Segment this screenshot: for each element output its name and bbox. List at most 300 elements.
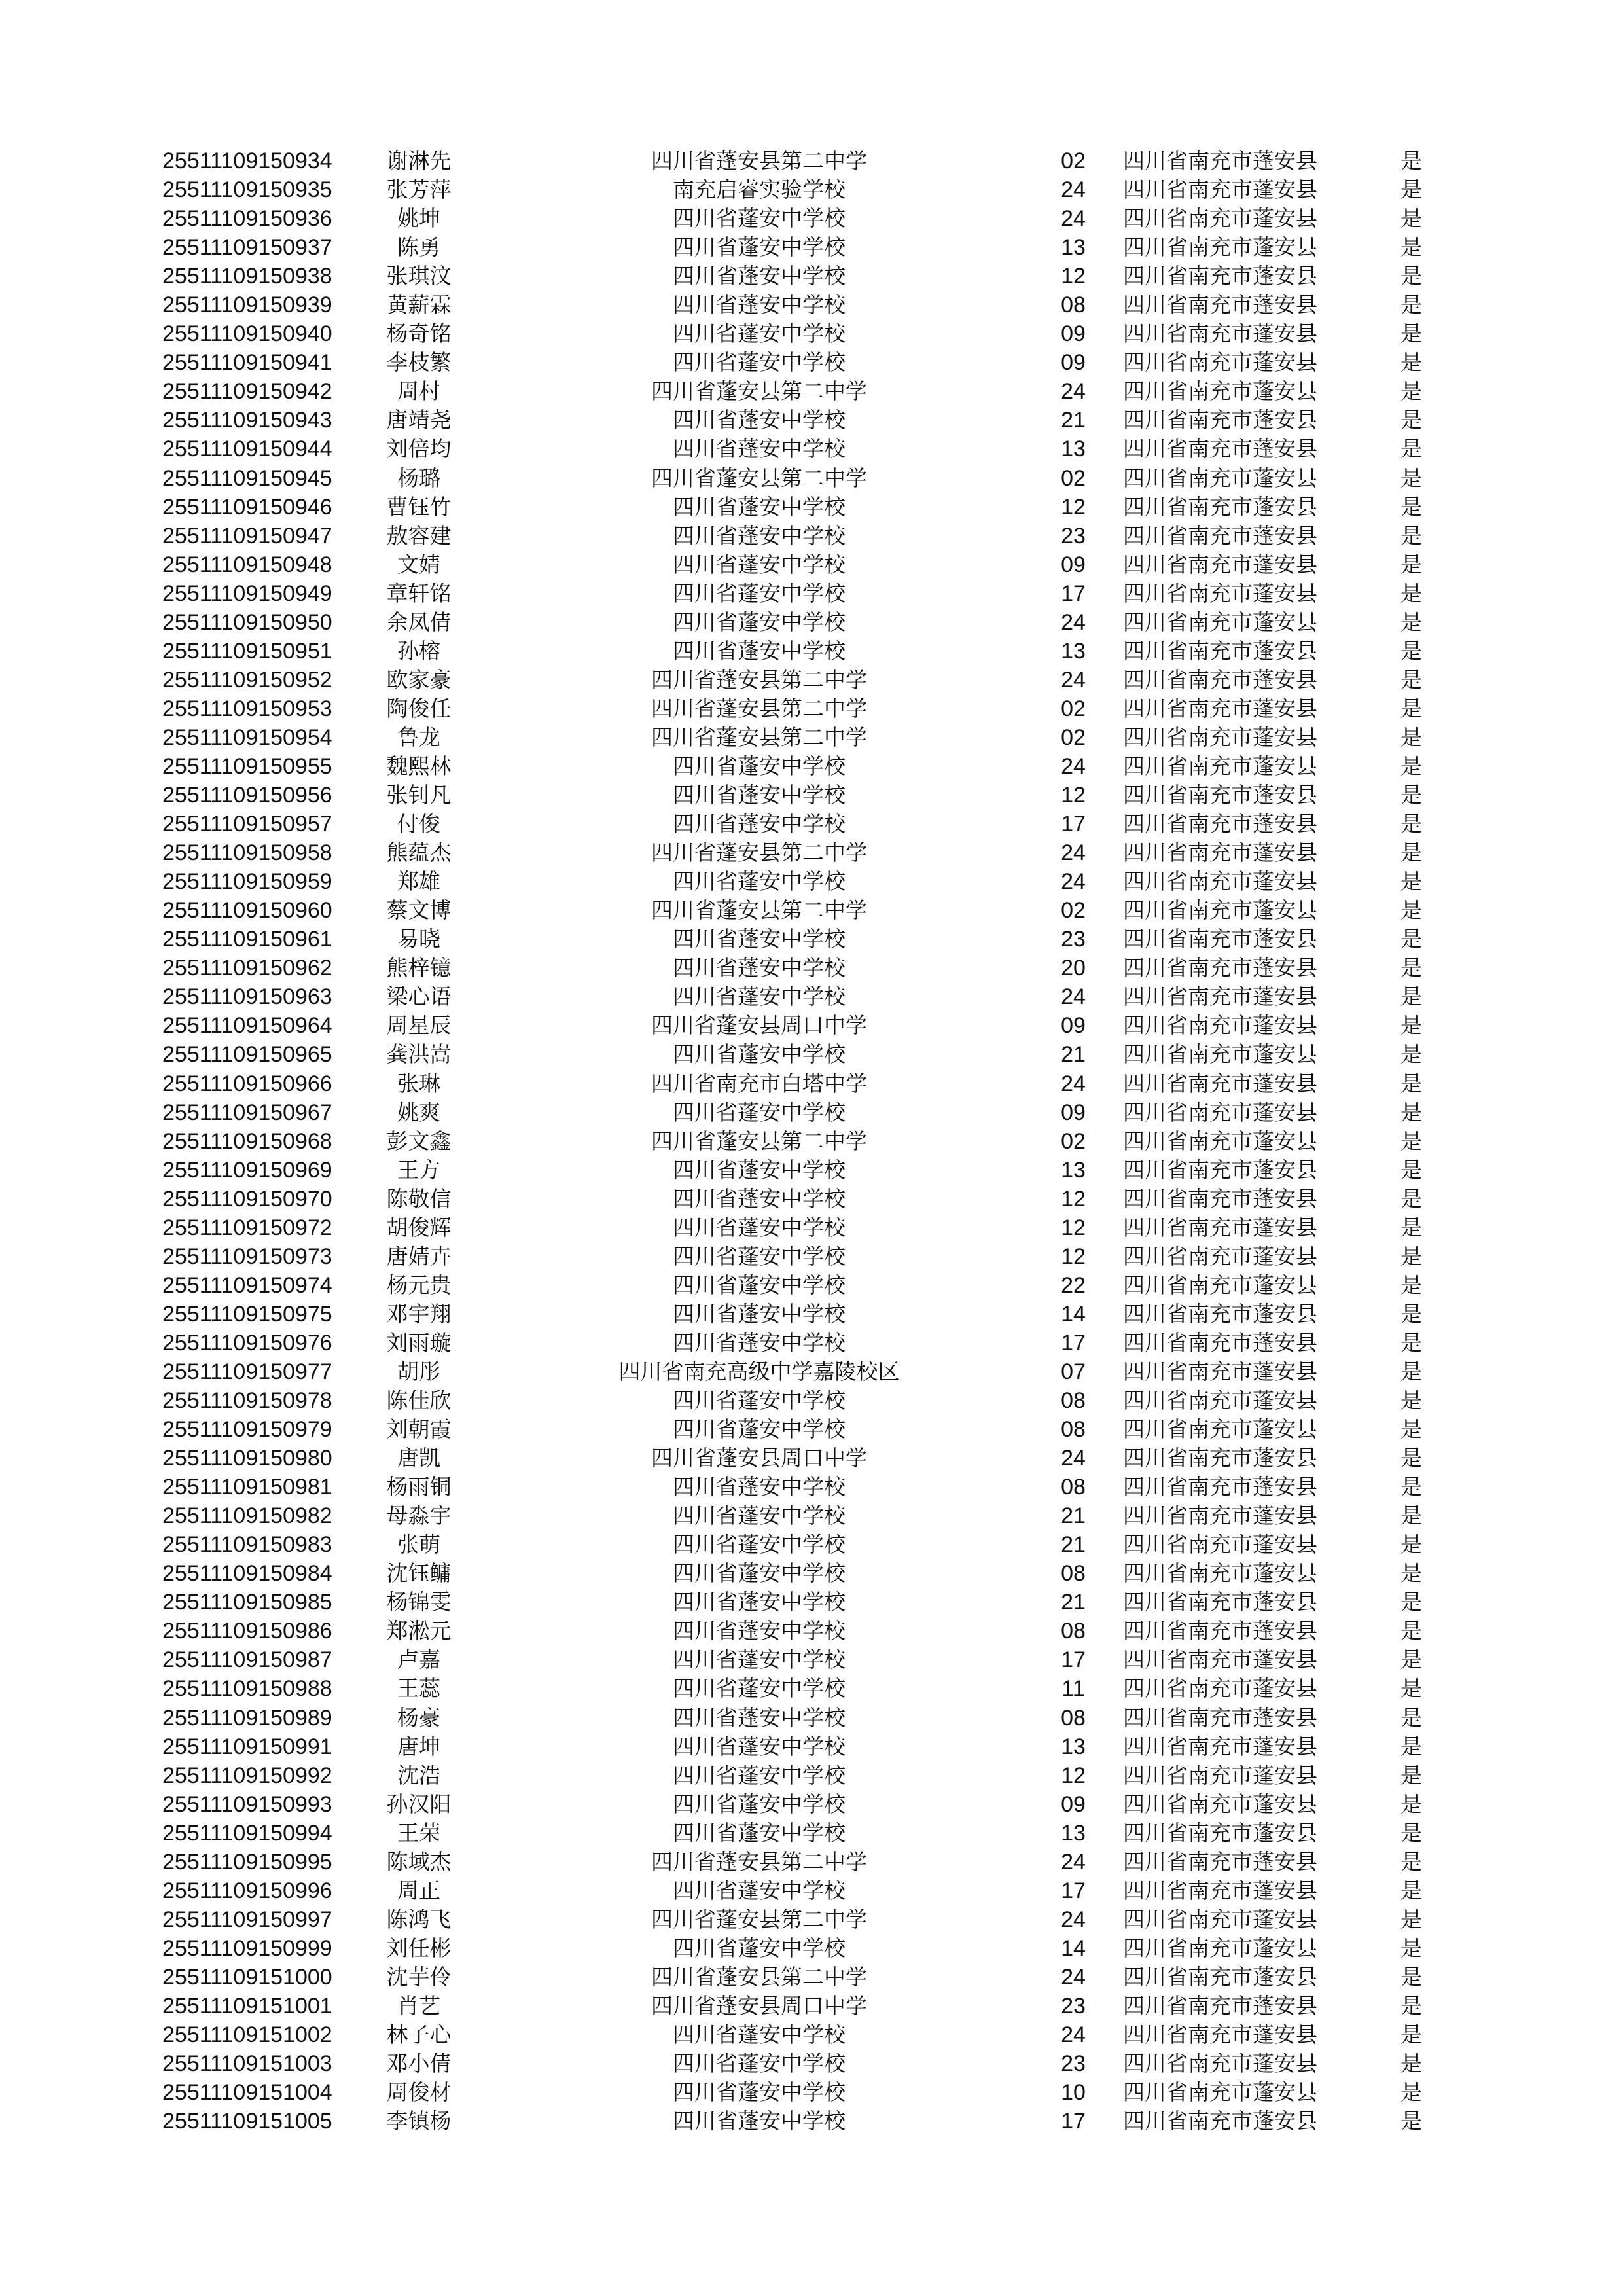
region-cell: 四川省南充市蓬安县: [1123, 321, 1317, 347]
school-cell: 四川省蓬安中学校: [673, 1589, 846, 1615]
student-name-cell: 唐靖尧: [386, 407, 452, 433]
flag-cell: 是: [1400, 436, 1422, 462]
table-row: [0, 1617, 1623, 1645]
student-id-cell: 25511109150981: [162, 1475, 332, 1500]
region-cell: 四川省南充市蓬安县: [1123, 1388, 1317, 1414]
code-cell: 13: [1061, 235, 1086, 260]
code-cell: 24: [1061, 840, 1086, 866]
student-id-cell: 25511109151001: [162, 1994, 332, 2018]
region-cell: 四川省南充市蓬安县: [1123, 1358, 1317, 1384]
code-cell: 13: [1061, 638, 1086, 664]
table-row: [0, 1444, 1623, 1473]
school-cell: 四川省蓬安县周口中学: [651, 1993, 867, 2018]
region-cell: 四川省南充市蓬安县: [1123, 292, 1317, 318]
student-name-cell: 姚坤: [397, 206, 440, 232]
code-cell: 02: [1061, 898, 1086, 924]
flag-cell: 是: [1400, 984, 1422, 1010]
region-cell: 四川省南充市蓬安县: [1123, 206, 1317, 232]
school-cell: 四川省蓬安中学校: [673, 206, 846, 232]
table-row: [0, 666, 1623, 694]
student-name-cell: 陈敬信: [386, 1185, 452, 1211]
school-cell: 四川省蓬安中学校: [673, 350, 846, 376]
student-id-cell: 25511109150967: [162, 1100, 332, 1125]
code-cell: 24: [1061, 177, 1086, 203]
flag-cell: 是: [1400, 1474, 1422, 1500]
flag-cell: 是: [1400, 1906, 1422, 1932]
table-row: [0, 1530, 1623, 1559]
code-cell: 09: [1061, 1100, 1086, 1125]
student-id-cell: 25511109150994: [162, 1820, 332, 1846]
school-cell: 四川省蓬安中学校: [673, 1041, 846, 1067]
student-name-cell: 谢淋先: [386, 148, 452, 173]
flag-cell: 是: [1400, 350, 1422, 376]
student-id-cell: 25511109150959: [162, 869, 332, 895]
school-cell: 四川省蓬安中学校: [673, 1532, 846, 1558]
code-cell: 08: [1061, 1475, 1086, 1500]
flag-cell: 是: [1400, 695, 1422, 721]
school-cell: 四川省蓬安中学校: [673, 1733, 846, 1759]
flag-cell: 是: [1400, 840, 1422, 866]
code-cell: 09: [1061, 1013, 1086, 1039]
school-cell: 四川省蓬安中学校: [673, 2108, 846, 2134]
table-row: [0, 147, 1623, 175]
flag-cell: 是: [1400, 493, 1422, 520]
table-row: [0, 204, 1623, 233]
student-name-cell: 陈勇: [397, 234, 440, 260]
student-name-cell: 沈钰鳙: [386, 1560, 452, 1587]
region-cell: 四川省南充市蓬安县: [1123, 1013, 1317, 1039]
student-name-cell: 刘朝霞: [386, 1416, 452, 1443]
code-cell: 13: [1061, 437, 1086, 462]
school-cell: 四川省蓬安中学校: [673, 984, 846, 1010]
student-name-cell: 周村: [397, 378, 440, 404]
flag-cell: 是: [1400, 148, 1422, 173]
school-cell: 四川省蓬安县周口中学: [651, 1013, 867, 1039]
student-id-cell: 25511109150961: [162, 927, 332, 952]
region-cell: 四川省南充市蓬安县: [1123, 465, 1317, 491]
student-id-cell: 25511109150938: [162, 264, 332, 289]
code-cell: 24: [1061, 206, 1086, 232]
table-row: [0, 694, 1623, 723]
region-cell: 四川省南充市蓬安县: [1123, 1503, 1317, 1529]
school-cell: 四川省蓬安中学校: [673, 1214, 846, 1240]
school-cell: 四川省蓬安中学校: [673, 551, 846, 577]
region-cell: 四川省南充市蓬安县: [1123, 753, 1317, 779]
region-cell: 四川省南充市蓬安县: [1123, 1128, 1317, 1154]
table-row: [0, 1213, 1623, 1242]
code-cell: 09: [1061, 350, 1086, 376]
student-id-cell: 25511109150972: [162, 1215, 332, 1240]
school-cell: 四川省蓬安中学校: [673, 1704, 846, 1731]
table-row: [0, 2049, 1623, 2078]
student-name-cell: 陈佳欣: [386, 1388, 452, 1414]
student-name-cell: 欧家豪: [386, 666, 452, 692]
table-row: [0, 2107, 1623, 2136]
flag-cell: 是: [1400, 1503, 1422, 1529]
code-cell: 17: [1061, 1330, 1086, 1355]
region-cell: 四川省南充市蓬安县: [1123, 1474, 1317, 1500]
table-row: [0, 1819, 1623, 1848]
student-name-cell: 李镇杨: [386, 2108, 452, 2134]
flag-cell: 是: [1400, 321, 1422, 347]
code-cell: 23: [1061, 927, 1086, 952]
flag-cell: 是: [1400, 1589, 1422, 1615]
student-id-cell: 25511109150995: [162, 1849, 332, 1874]
code-cell: 21: [1061, 408, 1086, 433]
region-cell: 四川省南充市蓬安县: [1123, 1733, 1317, 1759]
region-cell: 四川省南充市蓬安县: [1123, 2051, 1317, 2077]
student-id-cell: 25511109150996: [162, 1878, 332, 1903]
region-cell: 四川省南充市蓬安县: [1123, 177, 1317, 203]
region-cell: 四川省南充市蓬安县: [1123, 1906, 1317, 1932]
table-row: [0, 1127, 1623, 1156]
school-cell: 四川省蓬安中学校: [673, 2051, 846, 2077]
flag-cell: 是: [1400, 1099, 1422, 1125]
region-cell: 四川省南充市蓬安县: [1123, 522, 1317, 548]
student-id-cell: 25511109150957: [162, 812, 332, 837]
student-id-cell: 25511109150950: [162, 609, 332, 635]
student-id-cell: 25511109151004: [162, 2080, 332, 2106]
school-cell: 四川省蓬安县第二中学: [651, 695, 867, 721]
code-cell: 17: [1061, 1878, 1086, 1903]
region-cell: 四川省南充市蓬安县: [1123, 2022, 1317, 2048]
region-cell: 四川省南充市蓬安县: [1123, 984, 1317, 1010]
flag-cell: 是: [1400, 1935, 1422, 1961]
flag-cell: 是: [1400, 1157, 1422, 1183]
table-row: [0, 1588, 1623, 1617]
student-name-cell: 黄薪霖: [386, 292, 452, 318]
student-name-cell: 胡俊辉: [386, 1214, 452, 1240]
code-cell: 24: [1061, 1849, 1086, 1874]
region-cell: 四川省南充市蓬安县: [1123, 234, 1317, 260]
region-cell: 四川省南充市蓬安县: [1123, 666, 1317, 692]
flag-cell: 是: [1400, 1128, 1422, 1154]
code-cell: 14: [1061, 1935, 1086, 1961]
region-cell: 四川省南充市蓬安县: [1123, 1243, 1317, 1269]
region-cell: 四川省南充市蓬安县: [1123, 1647, 1317, 1673]
table-row: [0, 1040, 1623, 1069]
school-cell: 四川省蓬安中学校: [673, 263, 846, 289]
region-cell: 四川省南充市蓬安县: [1123, 1300, 1317, 1327]
code-cell: 24: [1061, 667, 1086, 692]
student-name-cell: 王方: [397, 1157, 440, 1183]
region-cell: 四川省南充市蓬安县: [1123, 2108, 1317, 2134]
code-cell: 21: [1061, 1503, 1086, 1529]
code-cell: 21: [1061, 1042, 1086, 1067]
school-cell: 四川省蓬安中学校: [673, 782, 846, 808]
school-cell: 四川省蓬安中学校: [673, 1762, 846, 1788]
flag-cell: 是: [1400, 1560, 1422, 1587]
region-cell: 四川省南充市蓬安县: [1123, 378, 1317, 404]
student-name-cell: 余凤倩: [386, 609, 452, 635]
student-id-cell: 25511109150940: [162, 321, 332, 347]
region-cell: 四川省南充市蓬安县: [1123, 1762, 1317, 1788]
code-cell: 13: [1061, 1820, 1086, 1846]
code-cell: 12: [1061, 494, 1086, 520]
code-cell: 02: [1061, 465, 1086, 491]
code-cell: 24: [1061, 984, 1086, 1010]
code-cell: 08: [1061, 293, 1086, 318]
student-name-cell: 鲁龙: [397, 724, 440, 750]
student-id-cell: 25511109150951: [162, 638, 332, 664]
table-row: [0, 2020, 1623, 2049]
code-cell: 17: [1061, 581, 1086, 606]
student-name-cell: 邓小倩: [386, 2051, 452, 2077]
table-row: [0, 896, 1623, 925]
region-cell: 四川省南充市蓬安县: [1123, 1848, 1317, 1874]
school-cell: 四川省蓬安中学校: [673, 407, 846, 433]
table-row: [0, 2078, 1623, 2107]
school-cell: 四川省蓬安中学校: [673, 1474, 846, 1500]
student-id-cell: 25511109150947: [162, 523, 332, 548]
student-name-cell: 易晓: [397, 926, 440, 952]
school-cell: 四川省蓬安中学校: [673, 1099, 846, 1125]
flag-cell: 是: [1400, 1791, 1422, 1817]
student-id-cell: 25511109150982: [162, 1503, 332, 1529]
school-cell: 四川省蓬安中学校: [673, 869, 846, 895]
flag-cell: 是: [1400, 724, 1422, 750]
table-row: [0, 1329, 1623, 1357]
student-id-cell: 25511109150968: [162, 1128, 332, 1154]
region-cell: 四川省南充市蓬安县: [1123, 263, 1317, 289]
region-cell: 四川省南充市蓬安县: [1123, 1041, 1317, 1067]
student-name-cell: 陈域杰: [386, 1848, 452, 1874]
student-name-cell: 杨璐: [397, 465, 440, 491]
region-cell: 四川省南充市蓬安县: [1123, 2079, 1317, 2106]
table-row: [0, 1559, 1623, 1588]
region-cell: 四川省南充市蓬安县: [1123, 350, 1317, 376]
table-row: [0, 925, 1623, 954]
table-row: [0, 550, 1623, 579]
student-id-cell: 25511109150966: [162, 1071, 332, 1096]
table-row: [0, 377, 1623, 406]
region-cell: 四川省南充市蓬安县: [1123, 1416, 1317, 1443]
flag-cell: 是: [1400, 1704, 1422, 1731]
student-name-cell: 梁心语: [386, 984, 452, 1010]
student-id-cell: 25511109150969: [162, 1157, 332, 1183]
student-name-cell: 杨锦雯: [386, 1589, 452, 1615]
code-cell: 09: [1061, 552, 1086, 577]
region-cell: 四川省南充市蓬安县: [1123, 1993, 1317, 2018]
school-cell: 四川省蓬安中学校: [673, 234, 846, 260]
table-row: [0, 319, 1623, 348]
school-cell: 四川省蓬安县第二中学: [651, 1906, 867, 1932]
code-cell: 02: [1061, 696, 1086, 721]
student-id-cell: 25511109150962: [162, 956, 332, 981]
table-row: [0, 1185, 1623, 1213]
student-id-cell: 25511109150974: [162, 1272, 332, 1298]
table-row: [0, 1069, 1623, 1098]
flag-cell: 是: [1400, 1676, 1422, 1702]
student-name-cell: 卢嘉: [397, 1647, 440, 1673]
flag-cell: 是: [1400, 1300, 1422, 1327]
region-cell: 四川省南充市蓬安县: [1123, 436, 1317, 462]
table-row: [0, 1790, 1623, 1819]
school-cell: 四川省蓬安中学校: [673, 811, 846, 837]
region-cell: 四川省南充市蓬安县: [1123, 1618, 1317, 1644]
code-cell: 24: [1061, 379, 1086, 404]
student-name-cell: 邓宇翔: [386, 1300, 452, 1327]
table-row: [0, 1357, 1623, 1386]
student-id-cell: 25511109150980: [162, 1446, 332, 1471]
flag-cell: 是: [1400, 1964, 1422, 1990]
table-row: [0, 291, 1623, 319]
table-row: [0, 1674, 1623, 1703]
flag-cell: 是: [1400, 637, 1422, 664]
student-roster-table: [0, 147, 1623, 2136]
region-cell: 四川省南充市蓬安县: [1123, 840, 1317, 866]
region-cell: 四川省南充市蓬安县: [1123, 1272, 1317, 1298]
student-name-cell: 胡彤: [397, 1358, 440, 1384]
flag-cell: 是: [1400, 2079, 1422, 2106]
table-row: [0, 1156, 1623, 1185]
region-cell: 四川省南充市蓬安县: [1123, 637, 1317, 664]
code-cell: 24: [1061, 1964, 1086, 1990]
student-name-cell: 熊蕴杰: [386, 840, 452, 866]
table-row: [0, 1963, 1623, 1992]
region-cell: 四川省南充市蓬安县: [1123, 580, 1317, 606]
student-name-cell: 唐凯: [397, 1445, 440, 1471]
table-row: [0, 1386, 1623, 1415]
region-cell: 四川省南充市蓬安县: [1123, 1445, 1317, 1471]
code-cell: 12: [1061, 264, 1086, 289]
table-row: [0, 982, 1623, 1011]
student-name-cell: 杨元贵: [386, 1272, 452, 1298]
student-id-cell: 25511109150976: [162, 1330, 332, 1355]
table-row: [0, 1992, 1623, 2020]
code-cell: 09: [1061, 1791, 1086, 1817]
flag-cell: 是: [1400, 1013, 1422, 1039]
flag-cell: 是: [1400, 1243, 1422, 1269]
student-name-cell: 姚爽: [397, 1099, 440, 1125]
school-cell: 四川省蓬安中学校: [673, 637, 846, 664]
code-cell: 17: [1061, 2109, 1086, 2134]
student-id-cell: 25511109150964: [162, 1013, 332, 1039]
region-cell: 四川省南充市蓬安县: [1123, 1185, 1317, 1211]
school-cell: 南充启睿实验学校: [673, 177, 846, 203]
flag-cell: 是: [1400, 811, 1422, 837]
student-id-cell: 25511109150992: [162, 1763, 332, 1788]
table-row: [0, 1905, 1623, 1934]
student-name-cell: 杨雨铜: [386, 1474, 452, 1500]
region-cell: 四川省南充市蓬安县: [1123, 148, 1317, 173]
flag-cell: 是: [1400, 206, 1422, 232]
flag-cell: 是: [1400, 378, 1422, 404]
region-cell: 四川省南充市蓬安县: [1123, 1214, 1317, 1240]
student-name-cell: 张萌: [397, 1532, 440, 1558]
flag-cell: 是: [1400, 2108, 1422, 2134]
student-id-cell: 25511109150939: [162, 293, 332, 318]
table-row: [0, 637, 1623, 666]
school-cell: 四川省蓬安中学校: [673, 1388, 846, 1414]
code-cell: 22: [1061, 1272, 1086, 1298]
region-cell: 四川省南充市蓬安县: [1123, 1935, 1317, 1961]
student-id-cell: 25511109150946: [162, 494, 332, 520]
code-cell: 24: [1061, 869, 1086, 895]
school-cell: 四川省蓬安中学校: [673, 1877, 846, 1903]
table-row: [0, 1848, 1623, 1876]
table-row: [0, 954, 1623, 982]
school-cell: 四川省蓬安中学校: [673, 1676, 846, 1702]
table-row: [0, 406, 1623, 435]
student-id-cell: 25511109151000: [162, 1964, 332, 1990]
student-id-cell: 25511109150993: [162, 1791, 332, 1817]
student-name-cell: 王蕊: [397, 1676, 440, 1702]
table-row: [0, 1271, 1623, 1300]
code-cell: 24: [1061, 1446, 1086, 1471]
region-cell: 四川省南充市蓬安县: [1123, 1589, 1317, 1615]
student-id-cell: 25511109151005: [162, 2109, 332, 2134]
table-row: [0, 867, 1623, 896]
student-name-cell: 曹钰竹: [386, 493, 452, 520]
code-cell: 08: [1061, 1417, 1086, 1443]
code-cell: 08: [1061, 1705, 1086, 1731]
code-cell: 02: [1061, 725, 1086, 750]
table-row: [0, 262, 1623, 291]
school-cell: 四川省蓬安县第二中学: [651, 465, 867, 491]
region-cell: 四川省南充市蓬安县: [1123, 1099, 1317, 1125]
table-row: [0, 175, 1623, 204]
student-name-cell: 郑雄: [397, 869, 440, 895]
flag-cell: 是: [1400, 782, 1422, 808]
student-id-cell: 25511109150958: [162, 840, 332, 866]
student-name-cell: 张琳: [397, 1070, 440, 1096]
flag-cell: 是: [1400, 1762, 1422, 1788]
region-cell: 四川省南充市蓬安县: [1123, 1532, 1317, 1558]
flag-cell: 是: [1400, 1993, 1422, 2018]
flag-cell: 是: [1400, 177, 1422, 203]
region-cell: 四川省南充市蓬安县: [1123, 1560, 1317, 1587]
student-name-cell: 章轩铭: [386, 580, 452, 606]
school-cell: 四川省蓬安中学校: [673, 1560, 846, 1587]
school-cell: 四川省蓬安中学校: [673, 321, 846, 347]
school-cell: 四川省蓬安中学校: [673, 292, 846, 318]
flag-cell: 是: [1400, 955, 1422, 981]
student-id-cell: 25511109150991: [162, 1734, 332, 1759]
code-cell: 02: [1061, 1128, 1086, 1154]
flag-cell: 是: [1400, 1532, 1422, 1558]
school-cell: 四川省蓬安中学校: [673, 1416, 846, 1443]
table-row: [0, 608, 1623, 637]
code-cell: 13: [1061, 1157, 1086, 1183]
student-id-cell: 25511109150960: [162, 898, 332, 924]
student-name-cell: 刘任彬: [386, 1935, 452, 1961]
student-name-cell: 龚洪嵩: [386, 1041, 452, 1067]
flag-cell: 是: [1400, 1329, 1422, 1355]
region-cell: 四川省南充市蓬安县: [1123, 1676, 1317, 1702]
student-name-cell: 蔡文博: [386, 897, 452, 924]
student-name-cell: 郑淞元: [386, 1618, 452, 1644]
student-name-cell: 孙榕: [397, 637, 440, 664]
flag-cell: 是: [1400, 666, 1422, 692]
table-row: [0, 1501, 1623, 1530]
student-id-cell: 25511109150984: [162, 1561, 332, 1587]
region-cell: 四川省南充市蓬安县: [1123, 407, 1317, 433]
student-id-cell: 25511109150999: [162, 1935, 332, 1961]
code-cell: 24: [1061, 1071, 1086, 1096]
student-name-cell: 周俊材: [386, 2079, 452, 2106]
code-cell: 17: [1061, 1647, 1086, 1673]
student-id-cell: 25511109150963: [162, 984, 332, 1010]
flag-cell: 是: [1400, 753, 1422, 779]
flag-cell: 是: [1400, 551, 1422, 577]
flag-cell: 是: [1400, 2051, 1422, 2077]
school-cell: 四川省蓬安中学校: [673, 955, 846, 981]
school-cell: 四川省蓬安中学校: [673, 1329, 846, 1355]
school-cell: 四川省蓬安中学校: [673, 522, 846, 548]
student-id-cell: 25511109150988: [162, 1676, 332, 1702]
student-id-cell: 25511109150949: [162, 581, 332, 606]
